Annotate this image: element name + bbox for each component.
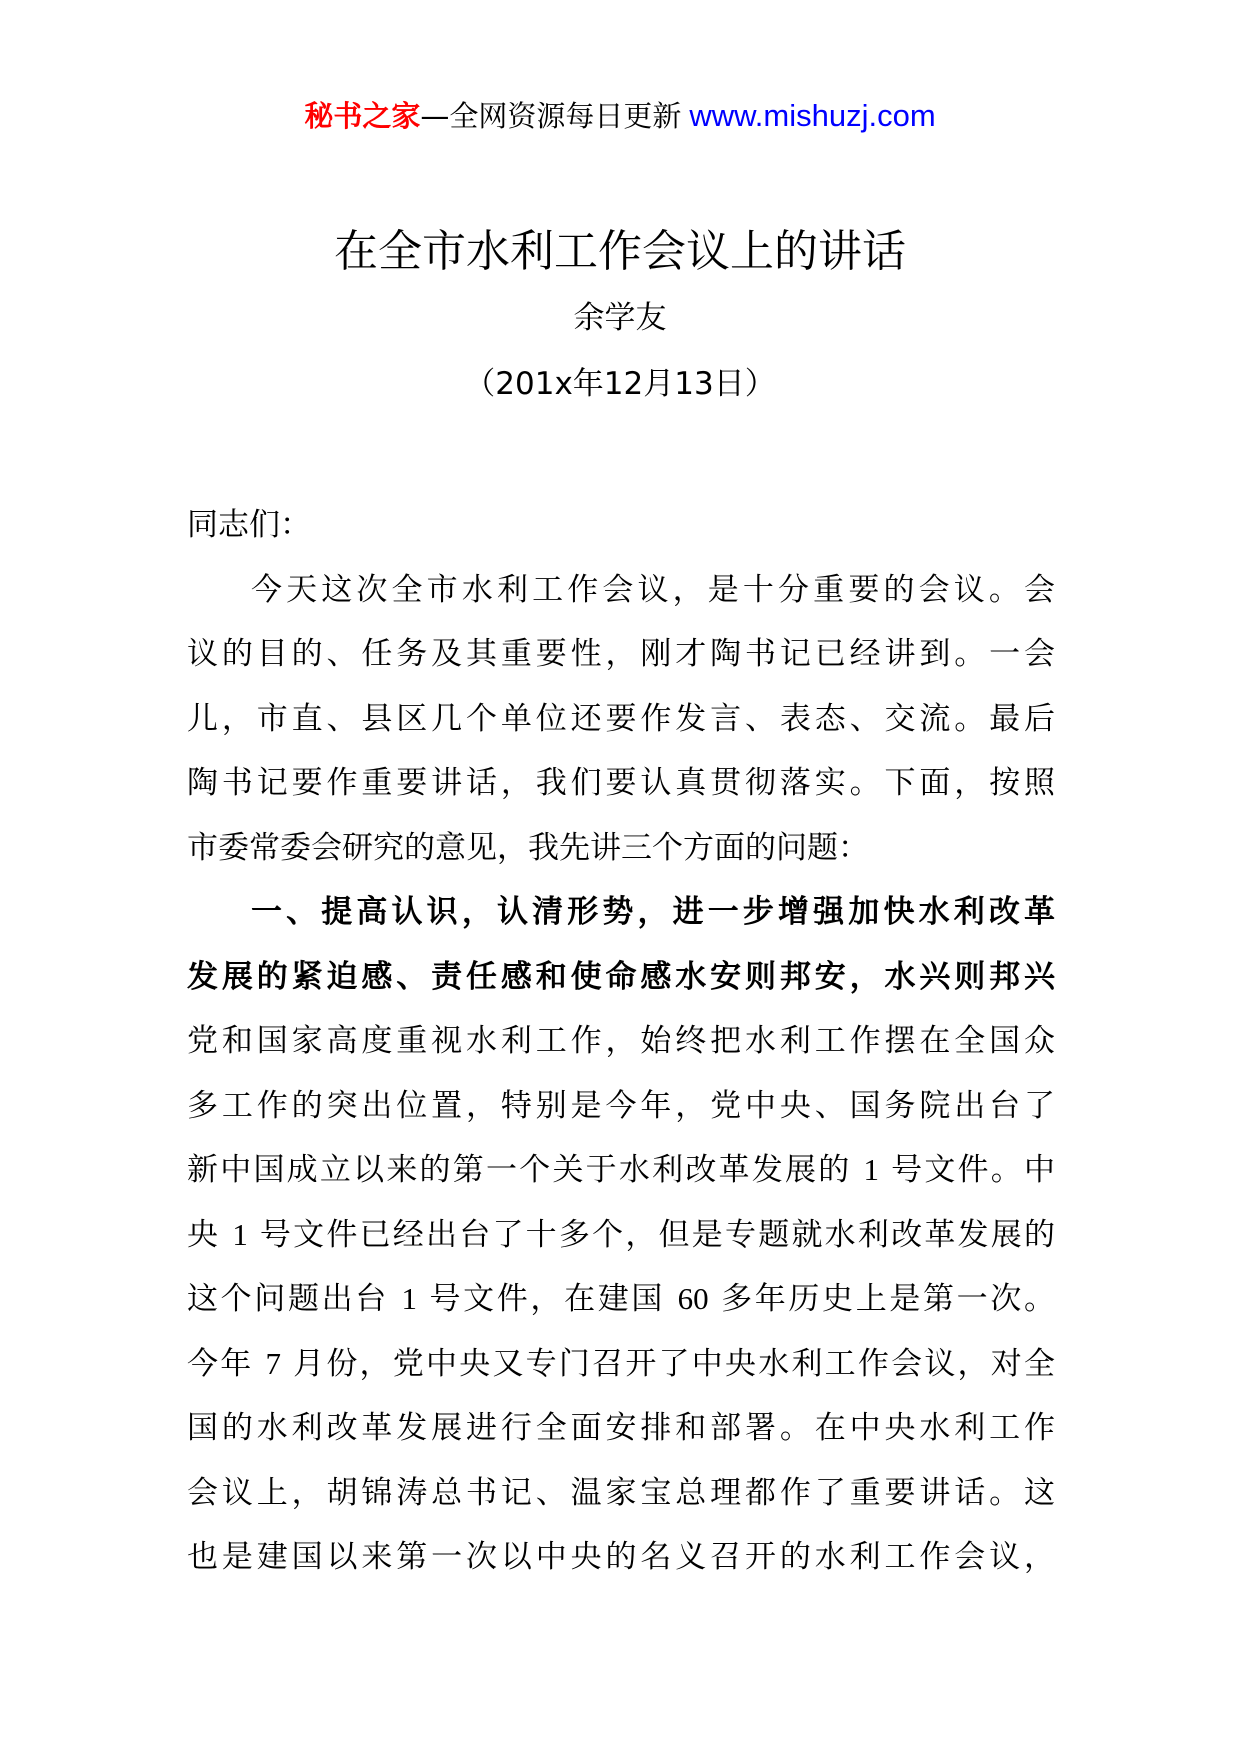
paragraph-line: 今年 7 月份，党中央又专门召开了中央水利工作会议，对全 [187,1345,1055,1382]
paragraph-line: 央 1 号文件已经出台了十多个，但是专题就水利改革发展的 [187,1216,1056,1253]
document-author: 余学友 [573,300,667,336]
paragraph-line: 新中国成立以来的第一个关于水利改革发展的 1 号文件。中 [187,1152,1055,1188]
body-lines [187,558,1055,1590]
paragraph-line: 陶书记要作重要讲话，我们要认真贯彻落实。下面，按照 [187,765,1055,801]
site-brand: 秘书之家 [304,99,421,133]
paragraph-line: 多工作的突出位置，特别是今年，党中央、国务院出台了 [187,1087,1055,1124]
paragraph-line: 国的水利改革发展进行全面安排和部署。在中央水利工作 [187,1410,1055,1446]
section-heading-line: 发展的紧迫感、责任感和使命感水安则邦安，水兴则邦兴 [187,958,1055,995]
site-tagline: —全网资源每日更新 [420,99,682,133]
site-url-link[interactable]: www.mishuzj.com [689,98,936,133]
document-body [187,493,1055,1590]
paragraph-line: 党和国家高度重视水利工作，始终把水利工作摆在全国众 [187,1023,1055,1059]
paragraph-line: 也是建国以来第一次以中央的名义召开的水利工作会议， [187,1539,1055,1575]
paragraph-line: 今天这次全市水利工作会议，是十分重要的会议。会 [251,571,1055,608]
site-header-banner [0,96,1240,136]
paragraph-line: 会议上，胡锦涛总书记、温家宝总理都作了重要讲话。这 [187,1474,1055,1511]
section-heading-line: 一、提高认识，认清形势，进一步增强加快水利改革 [251,894,1055,930]
paragraph-line: 这个问题出台 1 号文件，在建国 60 多年历史上是第一次。 [187,1281,1055,1317]
document-date: （201x年12月13日） [464,366,776,402]
paragraph-line: 儿，市直、县区几个单位还要作发言、表态、交流。最后 [187,700,1055,737]
document-title: 在全市水利工作会议上的讲话 [334,226,906,277]
paragraph-line: 市委常委会研究的意见，我先讲三个方面的问题： [187,829,869,866]
salutation: 同志们： [187,507,311,543]
paragraph-line: 议的目的、任务及其重要性，刚才陶书记已经讲到。一会 [187,636,1055,672]
